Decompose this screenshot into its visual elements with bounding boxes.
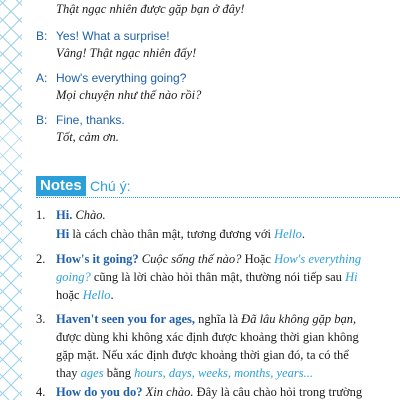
notes-label: Notes <box>36 176 86 196</box>
note-2-line-1: How's it going? Cuộc sống thế nào? Hoặc How's everything <box>56 252 362 266</box>
notes-header <box>36 176 136 196</box>
dialogue-vi-3: Tốt, cảm ơn. <box>56 130 119 144</box>
dialogue-en-2: How's everything going? <box>56 71 187 85</box>
note-number: 2. <box>36 252 46 266</box>
note-3-line-4: thay ages bằng hours, days, weeks, months, years... <box>56 366 313 380</box>
dialogue-vi-1: Vâng! Thật ngạc nhiên đấy! <box>56 46 197 60</box>
note-3-line-2: được dùng khi không xác định được khoảng thời gian không <box>56 330 359 344</box>
dialogue-vi-0: Thật ngạc nhiên được gặp bạn ở đây! <box>56 2 245 16</box>
note-3-line-1: Haven't seen you for ages, nghĩa là Đã lâu không gặp bạn, <box>56 312 357 326</box>
note-number: 3. <box>36 312 46 326</box>
dialogue-vi-2: Mọi chuyện như thế nào rồi? <box>56 88 202 102</box>
note-number: 1. <box>36 208 46 222</box>
notes-divider <box>36 197 400 198</box>
note-number: 4. <box>36 385 46 399</box>
note-2-line-2: going? cũng là lời chào hỏi thân mật, thường nói tiếp sau Hi <box>56 270 358 284</box>
dialogue-line-1 <box>36 29 170 43</box>
note-2-line-3: hoặc Hello. <box>56 288 114 302</box>
speaker-label: A: <box>36 71 48 85</box>
speaker-label: B: <box>36 29 48 43</box>
note-4-line-1: How do you do? Xin chào. Đây là câu chào hỏi trong trường <box>56 385 363 399</box>
speaker-label: B: <box>36 113 48 127</box>
dialogue-line-2 <box>36 71 186 85</box>
note-3-line-3: gặp mặt. Nếu xác định được khoảng thời gian đó, ta có thể <box>56 348 349 362</box>
note-1-line-1: Hi. Chào. <box>56 208 106 222</box>
notes-vi-label: Chú ý: <box>90 178 131 194</box>
dialogue-en-3: Fine, thanks. <box>56 113 125 127</box>
dialogue-en-1: Yes! What a surprise! <box>56 29 170 43</box>
decorative-left-border <box>0 0 22 400</box>
dialogue-line-3 <box>36 113 125 127</box>
note-1-line-2: Hi là cách chào thân mật, tương đương với Hello. <box>56 227 305 241</box>
